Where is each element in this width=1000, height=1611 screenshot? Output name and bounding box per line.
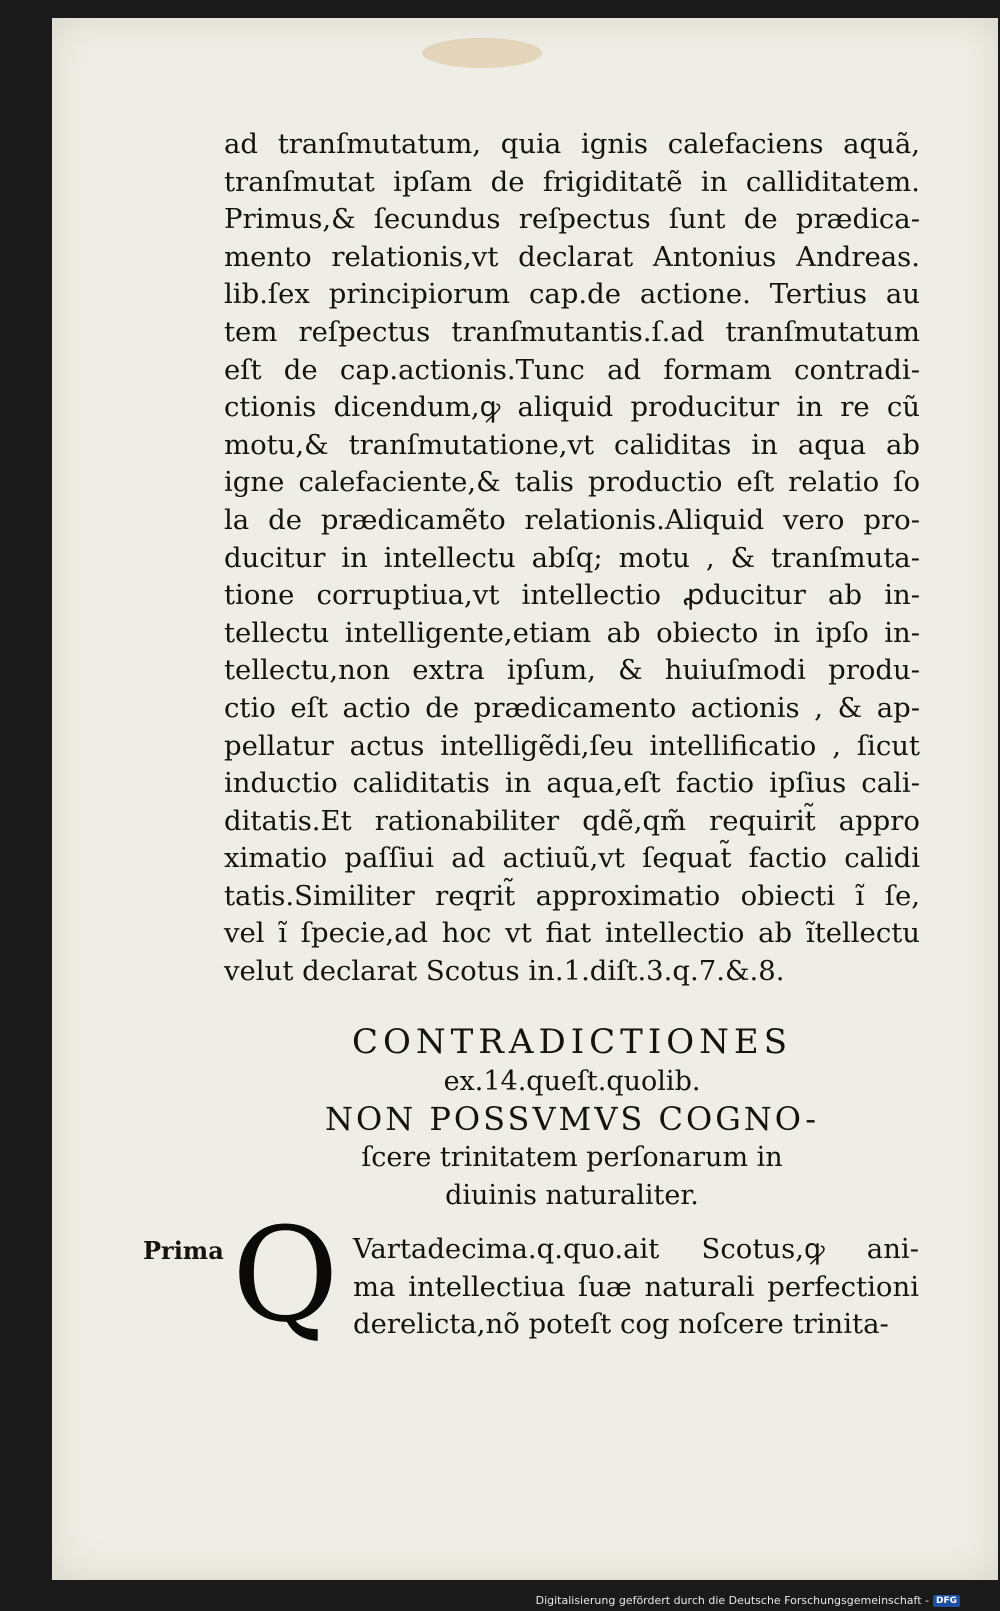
question-title-line-3: diuinis naturaliter. — [445, 1180, 699, 1211]
text-line: ximatio paſſiui ad actiuũ,vt ſequat̃ factio calidi — [224, 842, 920, 875]
text-line: Primus,& ſecundus reſpectus ſunt de prædica- — [224, 203, 920, 236]
text-line: ctio eſt actio de prædicamento actionis , & ap- — [224, 691, 920, 724]
text-line: ctionis dicendum,ꝙ aliquid producitur in re cũ — [224, 391, 920, 424]
footer-credit — [536, 1594, 960, 1607]
text-line: tellectu,non extra ipſum, & huiuſmodi produ- — [224, 654, 920, 687]
text-line: inductio caliditatis in aqua,eſt factio ipſius cali- — [224, 767, 920, 800]
text-line: vel ĩ ſpecie,ad hoc vt fiat intellectio ab ĩtellectu — [224, 917, 920, 950]
initial-text-line: ma intellectiua ſuæ naturali perfectioni — [353, 1270, 919, 1303]
text-line: ad tranſmutatum, quia ignis calefaciens aquã, — [224, 128, 920, 160]
initial-paragraph — [353, 1231, 919, 1344]
text-line: ditatis.Et rationabiliter qdẽ,qm̃ requirit̃ appro — [224, 804, 920, 837]
text-line: tem reſpectus tranſmutantis.ſ.ad tranſmutatum — [224, 315, 920, 348]
section-subheading: ex.14.queſt.quolib. — [443, 1066, 701, 1097]
text-line: lib.ſex principiorum cap.de actione. Tertius au — [224, 278, 920, 311]
text-line: pellatur actus intelligẽdi,ſeu intellificatio , ſicut — [224, 729, 920, 762]
paper-stain — [422, 38, 542, 68]
text-line: tatis.Similiter reqrit̃ approximatio obiecti ĩ ſe, — [224, 879, 920, 912]
text-line: igne calefaciente,& talis productio eſt relatio ſo — [224, 466, 920, 499]
text-line: eſt de cap.actionis.Tunc ad formam contradi- — [224, 353, 920, 386]
initial-text-line: Vartadecima.q.quo.ait Scotus,ꝙ ani- — [353, 1233, 919, 1265]
question-title: NON POSSVMVS COGNO- — [324, 1100, 820, 1138]
text-line: ducitur in intellectu abſq; motu , & tranſmuta- — [224, 541, 920, 574]
text-line: tione corruptiua,vt intellectio ꝓducitur ab in- — [224, 579, 920, 612]
question-title-line-2: ſcere trinitatem perſonarum in — [361, 1142, 783, 1173]
initial-text-line: derelicta,nõ poteſt cog noſcere trinita- — [353, 1308, 889, 1341]
body-text — [224, 126, 920, 991]
text-line: la de prædicamẽto relationis.Aliquid vero pro- — [224, 503, 920, 536]
text-line: tellectu intelligente,etiam ab obiecto in ipſo in- — [224, 616, 920, 649]
footer-credit-text: Digitalisierung gefördert durch die Deutsche Forschungsgemeinschaft - — [535, 1594, 929, 1607]
text-line: tranſmutat ipſam de frigiditatẽ in calliditatem. — [224, 165, 920, 198]
dfg-logo: DFG — [933, 1595, 960, 1607]
text-line: velut declarat Scotus in.1.diſt.3.q.7.&.8. — [224, 955, 785, 988]
section-heading: CONTRADICTIONES — [351, 1022, 793, 1062]
text-line: mento relationis,vt declarat Antonius Andreas. — [224, 240, 920, 273]
margin-note: Prima — [143, 1236, 224, 1265]
decorated-initial: Q — [232, 1199, 339, 1351]
text-line: motu,& tranſmutatione,vt caliditas in aqua ab — [224, 428, 920, 461]
